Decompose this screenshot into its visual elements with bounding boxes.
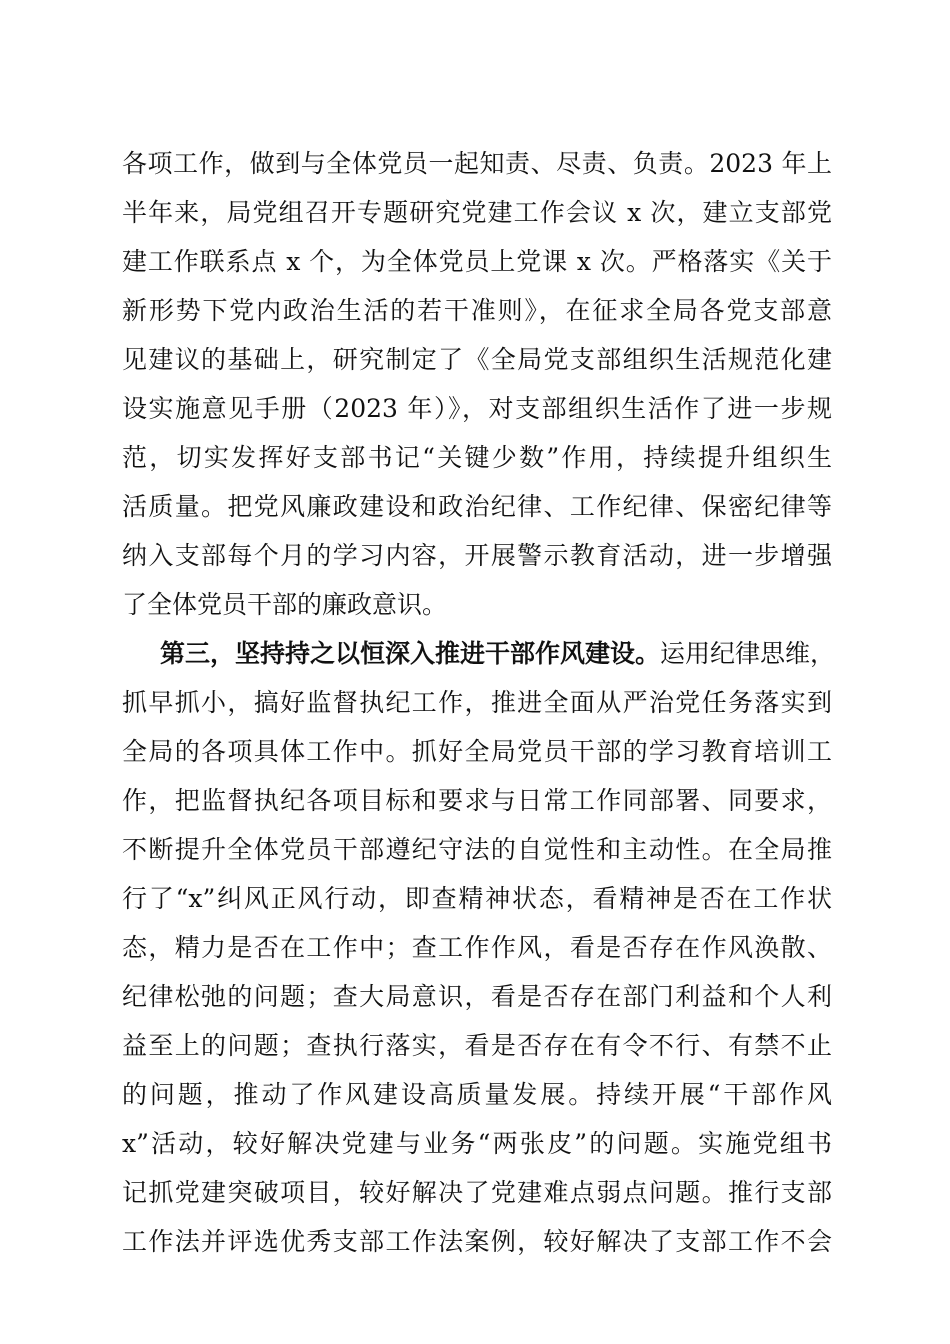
text-line: 的问题，推动了作风建设高质量发展。持续开展“干部作风	[122, 1080, 832, 1109]
text-line: x”活动，较好解决党建与业务“两张皮”的问题。实施党组书	[122, 1129, 832, 1158]
text-line: 纳入支部每个月的学习内容，开展警示教育活动，进一步增强	[122, 541, 832, 570]
heading-line-rest: 运用纪律思维，	[660, 639, 836, 668]
text-line: 记抓党建突破项目，较好解决了党建难点弱点问题。推行支部	[122, 1178, 832, 1207]
text-line: 行了“x”纠风正风行动，即查精神状态，看精神是否在工作状	[122, 884, 832, 913]
paragraph-heading-line	[160, 634, 836, 674]
text-line: 作，把监督执纪各项目标和要求与日常工作同部署、同要求，	[122, 786, 832, 815]
text-line: 见建议的基础上，研究制定了《全局党支部组织生活规范化建	[122, 345, 832, 374]
text-line: 益至上的问题；查执行落实，看是否存在有令不行、有禁不止	[122, 1031, 832, 1060]
text-line: 不断提升全体党员干部遵纪守法的自觉性和主动性。在全局推	[122, 835, 832, 864]
text-line: 全局的各项具体工作中。抓好全局党员干部的学习教育培训工	[122, 737, 832, 766]
text-line: 新形势下党内政治生活的若干准则》，在征求全局各党支部意	[122, 296, 832, 325]
text-line: 抓早抓小，搞好监督执纪工作，推进全面从严治党任务落实到	[122, 688, 832, 717]
section-heading: 第三，坚持持之以恒深入推进干部作风建设。	[160, 639, 661, 668]
text-line: 纪律松弛的问题；查大局意识，看是否存在部门利益和个人利	[122, 982, 832, 1011]
text-line: 活质量。把党风廉政建设和政治纪律、工作纪律、保密纪律等	[122, 492, 832, 521]
text-line: 建工作联系点 x 个，为全体党员上党课 x 次。严格落实《关于	[122, 247, 832, 276]
text-line: 范，切实发挥好支部书记“关键少数”作用，持续提升组织生	[122, 443, 832, 472]
text-line: 了全体党员干部的廉政意识。	[122, 590, 448, 619]
text-line: 态，精力是否在工作中；查工作作风，看是否存在作风涣散、	[122, 933, 832, 962]
text-line: 工作法并评选优秀支部工作法案例，较好解决了支部工作不会	[122, 1227, 832, 1256]
text-line: 各项工作，做到与全体党员一起知责、尽责、负责。2023 年上	[122, 149, 832, 178]
text-line: 设实施意见手册（2023 年）》，对支部组织生活作了进一步规	[122, 394, 832, 423]
text-line: 半年来，局党组召开专题研究党建工作会议 x 次，建立支部党	[122, 198, 832, 227]
